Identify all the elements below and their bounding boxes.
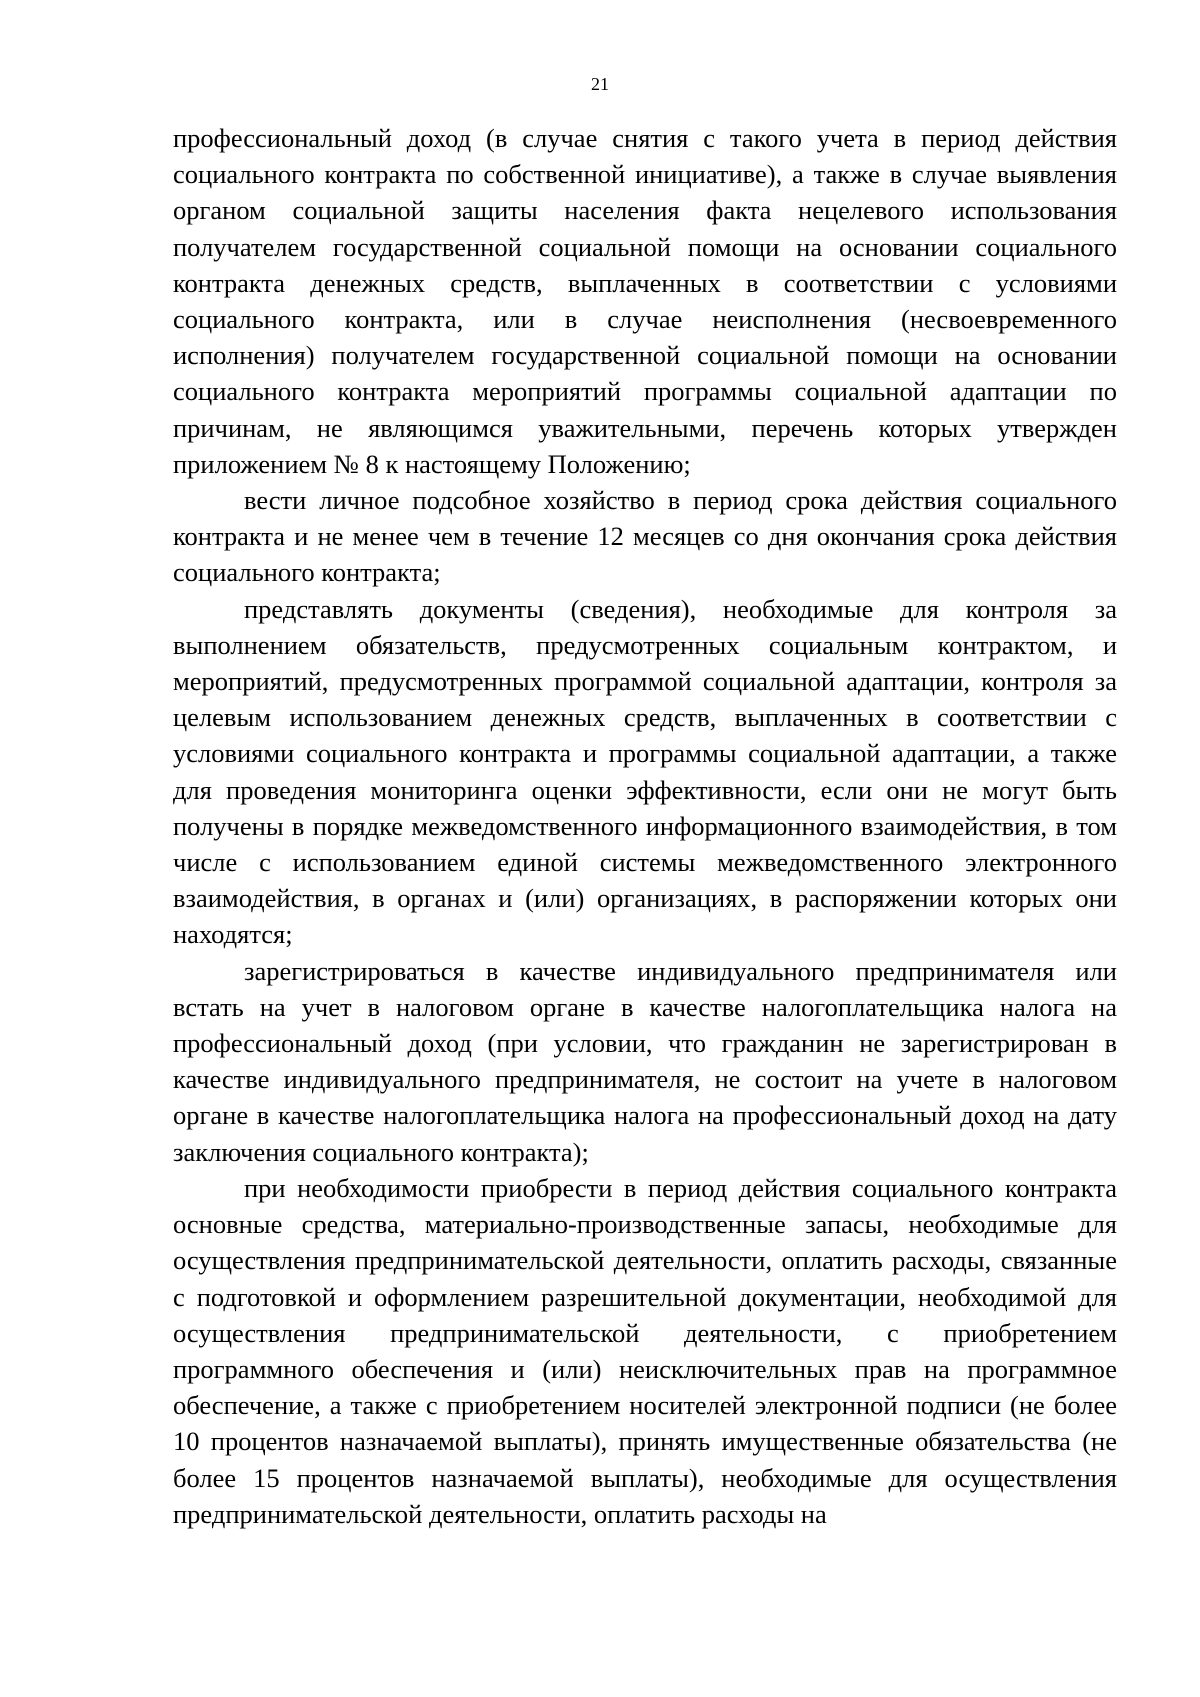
paragraph-acquisition-obligation: при необходимости приобрести в период действия социального контракта основные средства, материально-производственные запасы, необходимые для осуществления предпринимательской деятельности, оплатить расходы, связанные с подготовкой и оформлением разрешительной документации, необходимой для осуществления предпринимательской деятельности, с приобретением программного обеспечения и (или) неисключительных прав на программное обеспечение, а также с приобретением носителей электронной подписи (не более 10 процентов назначаемой выплаты), принять имущественные обязательства (не более 15 процентов назначаемой выплаты), необходимые для осуществления предпринимательской деятельности, оплатить расходы на [173,1172,1117,1529]
paragraph-documents-obligation: представлять документы (сведения), необходимые для контроля за выполнением обязательств, предусмотренных социальным контрактом, и мероприятий, предусмотренных программой социальной адаптации, контроля за целевым использованием денежных средств, выплаченных в соответствии с условиями социального контракта и программы социальной адаптации, а также для проведения мониторинга оценки эффективности, если они не могут быть получены в порядке межведомственного информационного взаимодействия, в том числе с использованием единой системы межведомственного электронного взаимодействия, в органах и (или) организациях, в распоряжении которых они находятся; [173,593,1117,950]
paragraph-professional-income-clause: профессиональный доход (в случае снятия с такого учета в период действия социального контракта по собственной инициативе), а также в случае выявления органом социальной защиты населения факта нецелевого использования получателем государственной социальной помощи на основании социального контракта денежных средств, выплаченных в соответствии с условиями социального контракта, или в случае неисполнения (несвоевременного исполнения) получателем государственной социальной помощи на основании социального контракта мероприятий программы социальной адаптации по причинам, не являющимся уважительными, перечень которых утвержден приложением № 8 к настоящему Положению; [173,123,1117,479]
page-number: 21 [591,74,609,94]
paragraph-registration-obligation: зарегистрироваться в качестве индивидуального предпринимателя или встать на учет в налоговом органе в качестве налогоплательщика налога на профессиональный доход (при условии, что гражданин не зарегистрирован в качестве индивидуального предпринимателя, не состоит на учете в налоговом органе в качестве налогоплательщика налога на профессиональный доход на дату заключения социального контракта); [173,955,1117,1167]
paragraph-household-obligation: вести личное подсобное хозяйство в период срока действия социального контракта и не менее чем в течение 12 месяцев со дня окончания срока действия социального контракта; [173,485,1117,588]
document-body [173,120,1117,1532]
